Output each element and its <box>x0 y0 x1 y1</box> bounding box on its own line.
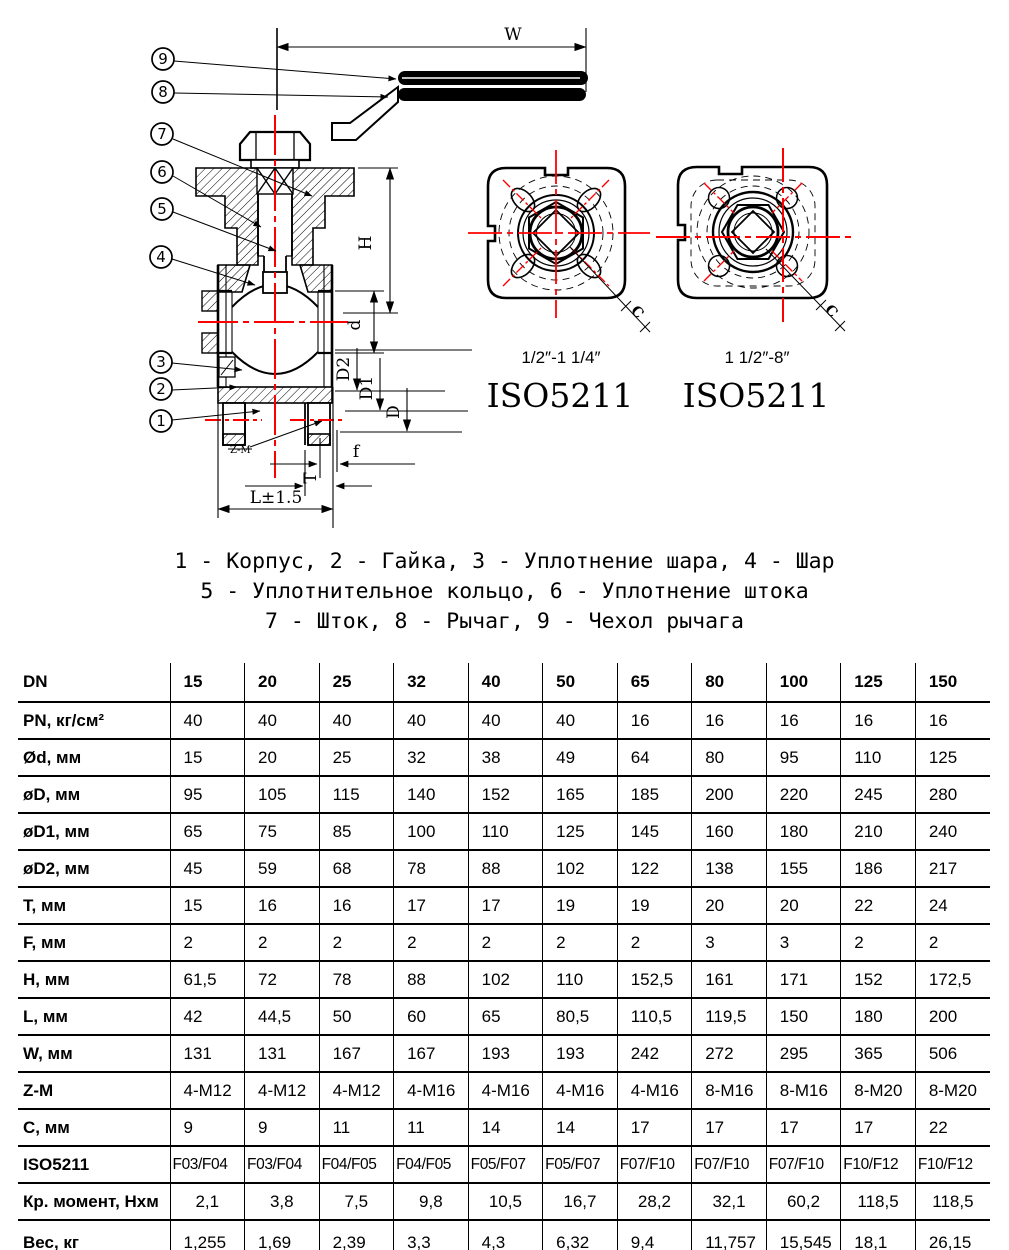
cell: 2 <box>617 924 692 961</box>
cell: 22 <box>841 887 916 924</box>
cell: 11,757 <box>692 1220 767 1250</box>
flange2-square-drive <box>732 211 774 253</box>
cell: 155 <box>766 850 841 887</box>
spec-table-body <box>18 663 990 1250</box>
cell: 217 <box>915 850 990 887</box>
row-label: DN <box>18 663 170 702</box>
cell: 180 <box>841 998 916 1035</box>
cell: 161 <box>692 961 767 998</box>
cell: 40 <box>319 702 394 739</box>
cell: 200 <box>915 998 990 1035</box>
valve-handle <box>332 71 588 140</box>
cell: F10/F12 <box>915 1146 990 1183</box>
cell: 4-M16 <box>394 1072 469 1109</box>
cell: 4-M16 <box>617 1072 692 1109</box>
cell: 40 <box>245 702 320 739</box>
cell: 78 <box>319 961 394 998</box>
cell: 125 <box>543 813 618 850</box>
cell: 40 <box>468 663 543 702</box>
cell: 193 <box>543 1035 618 1072</box>
cell: 38 <box>468 739 543 776</box>
cell: 167 <box>394 1035 469 1072</box>
cell: 2 <box>319 924 394 961</box>
row-label: L, мм <box>18 998 170 1035</box>
cell: 160 <box>692 813 767 850</box>
cell: 105 <box>245 776 320 813</box>
cell: 272 <box>692 1035 767 1072</box>
cell: 17 <box>468 887 543 924</box>
table-row <box>18 887 990 924</box>
table-row <box>18 850 990 887</box>
handle-lever-bar <box>398 88 586 101</box>
callout-1: 1 <box>156 412 166 430</box>
dim-label-f: f <box>352 442 360 462</box>
cell: 95 <box>766 739 841 776</box>
cell: 165 <box>543 776 618 813</box>
cell: 140 <box>394 776 469 813</box>
cell: 9 <box>245 1109 320 1146</box>
cell: 9 <box>170 1109 245 1146</box>
cell: 65 <box>170 813 245 850</box>
cell: 119,5 <box>692 998 767 1035</box>
flange-view-small <box>468 150 650 332</box>
cell: F10/F12 <box>841 1146 916 1183</box>
handle-lever-neck <box>332 87 398 140</box>
dim-label-d2: D2 <box>334 356 354 382</box>
cell: 17 <box>617 1109 692 1146</box>
cell: 115 <box>319 776 394 813</box>
cell: 506 <box>915 1035 990 1072</box>
row-label: Ød, мм <box>18 739 170 776</box>
cell: 16 <box>245 887 320 924</box>
cell: 60,2 <box>766 1183 841 1220</box>
cell: 88 <box>394 961 469 998</box>
cell: 193 <box>468 1035 543 1072</box>
cell: 152 <box>468 776 543 813</box>
flange2-iso-label: ISO5211 <box>682 376 830 415</box>
cell: F05/F07 <box>468 1146 543 1183</box>
cell: 40 <box>170 702 245 739</box>
cell: 138 <box>692 850 767 887</box>
cell: 16 <box>617 702 692 739</box>
row-label: Z-M <box>18 1072 170 1109</box>
callout-6: 6 <box>157 163 167 181</box>
row-label: ISO5211 <box>18 1146 170 1183</box>
cell: 110 <box>468 813 543 850</box>
cell: 2 <box>170 924 245 961</box>
cell: 20 <box>245 739 320 776</box>
dim-label-d: d <box>345 319 365 331</box>
cell: 8-M20 <box>915 1072 990 1109</box>
cell: 1,255 <box>170 1220 245 1250</box>
row-label: T, мм <box>18 887 170 924</box>
callout-7: 7 <box>157 125 167 143</box>
flange1-size-label: 1/2″-1 1/4″ <box>521 348 601 367</box>
callout-9: 9 <box>158 50 168 68</box>
cell: 32 <box>394 663 469 702</box>
table-row <box>18 813 990 850</box>
cell: 14 <box>468 1109 543 1146</box>
table-row <box>18 739 990 776</box>
row-label: Вес, кг <box>23 1233 79 1250</box>
cell: 9,4 <box>617 1220 692 1250</box>
cell: 20 <box>692 887 767 924</box>
cell: 9,8 <box>394 1183 469 1220</box>
cell: 15 <box>170 887 245 924</box>
cell: 85 <box>319 813 394 850</box>
cell: 75 <box>245 813 320 850</box>
cell: 186 <box>841 850 916 887</box>
cell: 3 <box>766 924 841 961</box>
cell: 2 <box>394 924 469 961</box>
flange-view-large <box>656 148 852 331</box>
cell: 25 <box>319 739 394 776</box>
cell: 25 <box>319 663 394 702</box>
cell: 60 <box>394 998 469 1035</box>
cell: 118,5 <box>841 1183 916 1220</box>
cell: 17 <box>692 1109 767 1146</box>
cell: 78 <box>394 850 469 887</box>
cell: 10,5 <box>468 1183 543 1220</box>
cell: 3 <box>692 924 767 961</box>
parts-legend <box>0 547 1009 637</box>
cell: 65 <box>468 998 543 1035</box>
cell: 20 <box>245 663 320 702</box>
cell: 118,5 <box>915 1183 990 1220</box>
cell: 40 <box>468 702 543 739</box>
cell: 65 <box>617 663 692 702</box>
cell: 4-M12 <box>319 1072 394 1109</box>
cell: F04/F05 <box>394 1146 469 1183</box>
cell: 16,7 <box>543 1183 618 1220</box>
table-row <box>18 924 990 961</box>
cell: 22 <box>915 1109 990 1146</box>
table-row <box>18 998 990 1035</box>
cell: 131 <box>245 1035 320 1072</box>
cell: 16 <box>766 702 841 739</box>
table-row <box>18 1146 990 1183</box>
cell: 1,69 <box>245 1220 320 1250</box>
flange2-size-label: 1 1/2″-8″ <box>724 348 790 367</box>
cell: 16 <box>692 702 767 739</box>
cell: 59 <box>245 850 320 887</box>
cell: 14 <box>543 1109 618 1146</box>
cell: 180 <box>766 813 841 850</box>
row-label: W, мм <box>18 1035 170 1072</box>
cell: 11 <box>319 1109 394 1146</box>
table-row <box>18 702 990 739</box>
cell: 4-M16 <box>543 1072 618 1109</box>
table-row <box>18 1220 990 1250</box>
cell: 4-M12 <box>245 1072 320 1109</box>
cell: 220 <box>766 776 841 813</box>
dim-label-w: W <box>504 25 522 45</box>
cell: 110,5 <box>617 998 692 1035</box>
cell: 88 <box>468 850 543 887</box>
cell: 8-M20 <box>841 1072 916 1109</box>
technical-drawing <box>0 0 1009 545</box>
cell: 185 <box>617 776 692 813</box>
cell: 150 <box>915 663 990 702</box>
cell: 102 <box>543 850 618 887</box>
table-row <box>18 961 990 998</box>
cell: 40 <box>543 702 618 739</box>
callout-balloons <box>150 48 174 432</box>
cell: 64 <box>617 739 692 776</box>
cell: 4-M16 <box>468 1072 543 1109</box>
cell: 15 <box>170 663 245 702</box>
cell: 145 <box>617 813 692 850</box>
cell: 4-M12 <box>170 1072 245 1109</box>
cell: F07/F10 <box>766 1146 841 1183</box>
cell: F03/F04 <box>170 1146 245 1183</box>
cell: 26,15 <box>915 1220 990 1250</box>
cell: 11 <box>394 1109 469 1146</box>
table-row <box>18 776 990 813</box>
cell: 122 <box>617 850 692 887</box>
cell: 125 <box>841 663 916 702</box>
cell: 72 <box>245 961 320 998</box>
cell: 95 <box>170 776 245 813</box>
cell: 245 <box>841 776 916 813</box>
dim-f <box>270 430 415 478</box>
cell: 2,1 <box>170 1183 245 1220</box>
callout-5: 5 <box>157 200 167 218</box>
legend-line-3: 7 - Шток, 8 - Рычаг, 9 - Чехол рычага <box>265 609 744 634</box>
callout-3: 3 <box>156 353 166 371</box>
cell: 365 <box>841 1035 916 1072</box>
dim-label-dd: D <box>384 405 404 419</box>
cell: 45 <box>170 850 245 887</box>
flange1-c-label: C <box>627 302 647 322</box>
legend-line-2: 5 - Уплотнительное кольцо, 6 - Уплотнение штока <box>200 579 809 604</box>
cell: 210 <box>841 813 916 850</box>
cell: F05/F07 <box>543 1146 618 1183</box>
cell: 8-M16 <box>766 1072 841 1109</box>
cell: F04/F05 <box>319 1146 394 1183</box>
row-label: øD2, мм <box>18 850 170 887</box>
cell: 4,3 <box>468 1220 543 1250</box>
table-row <box>18 1072 990 1109</box>
cell: 15,545 <box>766 1220 841 1250</box>
cell: 44,5 <box>245 998 320 1035</box>
dim-label-d1: D1 <box>357 375 377 401</box>
cell: 7,5 <box>319 1183 394 1220</box>
row-label: F, мм <box>18 924 170 961</box>
cell: F03/F04 <box>245 1146 320 1183</box>
cell: 28,2 <box>617 1183 692 1220</box>
cell: 110 <box>543 961 618 998</box>
table-row <box>18 1183 990 1220</box>
cell: 32,1 <box>692 1183 767 1220</box>
cell: 295 <box>766 1035 841 1072</box>
cell: 17 <box>394 887 469 924</box>
cell: 2,39 <box>319 1220 394 1250</box>
cell: 19 <box>617 887 692 924</box>
row-label: C, мм <box>18 1109 170 1146</box>
cell: 2 <box>915 924 990 961</box>
cell: 131 <box>170 1035 245 1072</box>
cell: 16 <box>319 887 394 924</box>
row-label: øD1, мм <box>18 813 170 850</box>
cell: 102 <box>468 961 543 998</box>
cell: 172,5 <box>915 961 990 998</box>
cell: 152,5 <box>617 961 692 998</box>
cell: 152 <box>841 961 916 998</box>
dim-label-t: T <box>301 472 321 484</box>
row-label: PN, кг/см² <box>18 702 170 739</box>
cell: 280 <box>915 776 990 813</box>
cell: 40 <box>394 702 469 739</box>
cell: 80 <box>692 663 767 702</box>
flange1-c-leader <box>570 247 650 332</box>
flange2-c-leader <box>766 249 845 331</box>
cell: 16 <box>915 702 990 739</box>
cell: 24 <box>915 887 990 924</box>
legend-line-1: 1 - Корпус, 2 - Гайка, 3 - Уплотнение шара, 4 - Шар <box>174 549 835 574</box>
cell: 61,5 <box>170 961 245 998</box>
cell: 100 <box>394 813 469 850</box>
valve-section-view <box>150 28 588 528</box>
callout-2: 2 <box>156 380 166 398</box>
cell: 6,32 <box>543 1220 618 1250</box>
cell: 42 <box>170 998 245 1035</box>
cell: 19 <box>543 887 618 924</box>
callout-4: 4 <box>156 248 166 266</box>
row-label: øD, мм <box>18 776 170 813</box>
cell: 2 <box>543 924 618 961</box>
cell: 50 <box>319 998 394 1035</box>
cell: 2 <box>841 924 916 961</box>
cell: 16 <box>841 702 916 739</box>
cell: 100 <box>766 663 841 702</box>
cell: 8-M16 <box>692 1072 767 1109</box>
cell: 18,1 <box>841 1220 916 1250</box>
table-row <box>18 663 990 702</box>
cell: 80 <box>692 739 767 776</box>
cell: 125 <box>915 739 990 776</box>
cell: 2 <box>245 924 320 961</box>
row-label: H, мм <box>18 961 170 998</box>
cell: 3,3 <box>394 1220 469 1250</box>
cell: 240 <box>915 813 990 850</box>
dim-label-zm: Z-M <box>230 445 251 456</box>
cell: 20 <box>766 887 841 924</box>
cell: 17 <box>766 1109 841 1146</box>
row-label: Кр. момент, Нхм <box>18 1183 170 1220</box>
cell: 200 <box>692 776 767 813</box>
cell: 3,8 <box>245 1183 320 1220</box>
spec-table <box>18 663 990 1250</box>
cell: F07/F10 <box>617 1146 692 1183</box>
flange2-c-label: C <box>821 301 841 321</box>
dim-label-h: H <box>356 235 376 251</box>
table-row <box>18 1035 990 1072</box>
cell: 2 <box>468 924 543 961</box>
callout-8: 8 <box>158 83 168 101</box>
cell: 50 <box>543 663 618 702</box>
cell: 32 <box>394 739 469 776</box>
cell: F07/F10 <box>692 1146 767 1183</box>
cell: 17 <box>841 1109 916 1146</box>
cell: 15 <box>170 739 245 776</box>
cell: 171 <box>766 961 841 998</box>
table-row <box>18 1109 990 1146</box>
cell: 242 <box>617 1035 692 1072</box>
flange1-iso-label: ISO5211 <box>486 376 634 415</box>
cell: 68 <box>319 850 394 887</box>
cell: 110 <box>841 739 916 776</box>
cell: 150 <box>766 998 841 1035</box>
cell: 167 <box>319 1035 394 1072</box>
dim-label-l: L±1.5 <box>249 488 303 508</box>
cell: 80,5 <box>543 998 618 1035</box>
cell: 49 <box>543 739 618 776</box>
